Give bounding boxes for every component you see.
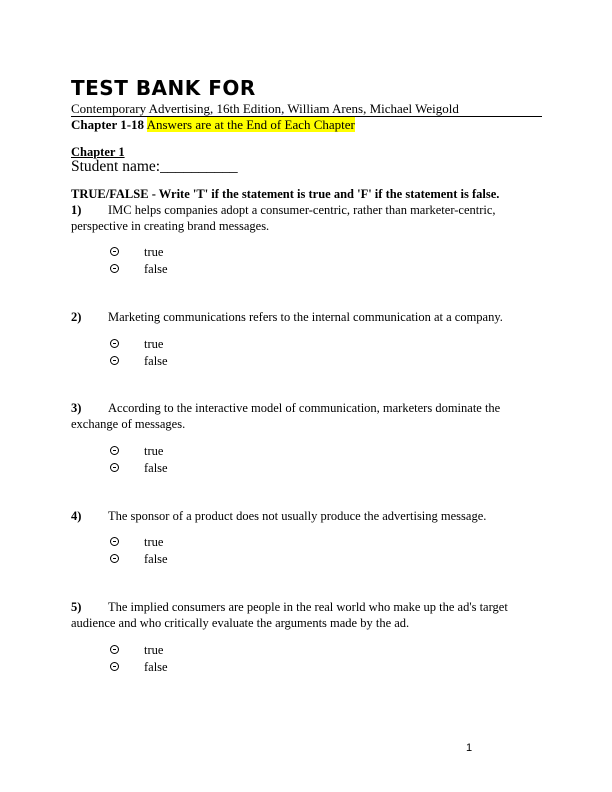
question-number: 2) — [71, 310, 82, 324]
question-text: The implied consumers are people in the real world who make up the ad's target audience and who critically evaluate the arguments made by the ad. — [71, 600, 508, 630]
radio-icon[interactable] — [110, 264, 119, 273]
radio-icon[interactable] — [110, 356, 119, 365]
chapter-range: Chapter 1-18 — [71, 117, 145, 132]
option-label: true — [144, 337, 164, 351]
question-3 — [71, 400, 543, 432]
option-label: false — [144, 262, 168, 276]
question-number: 1) — [71, 203, 82, 217]
question-text: Marketing communications refers to the internal communication at a company. — [108, 310, 503, 324]
option-label: true — [144, 245, 164, 259]
chapter-heading: Chapter 1 — [71, 145, 125, 159]
question-number: 5) — [71, 600, 82, 614]
radio-icon[interactable] — [110, 446, 119, 455]
option-label: false — [144, 461, 168, 475]
option-label: true — [144, 535, 164, 549]
option-label: false — [144, 660, 168, 674]
document-title: TEST BANK FOR — [71, 76, 256, 100]
question-text: According to the interactive model of communication, marketers dominate the exchange of messages. — [71, 401, 501, 431]
radio-icon[interactable] — [110, 339, 119, 348]
question-text: IMC helps companies adopt a consumer-centric, rather than marketer-centric, perspective in creating brand messages. — [71, 203, 496, 233]
book-subtitle: Contemporary Advertising, 16th Edition, William Arens, Michael Weigold — [71, 101, 542, 117]
section-instructions: TRUE/FALSE - Write 'T' if the statement is true and 'F' if the statement is false. — [71, 187, 500, 201]
chapter-range-line — [71, 117, 355, 132]
radio-icon[interactable] — [110, 537, 119, 546]
option-label: false — [144, 552, 168, 566]
answers-note-highlight: Answers are at the End of Each Chapter — [146, 117, 355, 132]
radio-icon[interactable] — [110, 554, 119, 563]
radio-icon[interactable] — [110, 247, 119, 256]
radio-icon[interactable] — [110, 463, 119, 472]
student-name-field: Student name:__________ — [71, 158, 238, 175]
question-1 — [71, 202, 543, 234]
question-text: The sponsor of a product does not usually produce the advertising message. — [108, 509, 487, 523]
question-4 — [71, 508, 543, 524]
question-2 — [71, 309, 543, 325]
option-label: false — [144, 354, 168, 368]
radio-icon[interactable] — [110, 645, 119, 654]
question-5 — [71, 599, 543, 631]
page-number: 1 — [466, 742, 473, 754]
option-label: true — [144, 643, 164, 657]
question-number: 4) — [71, 509, 82, 523]
question-number: 3) — [71, 401, 82, 415]
option-label: true — [144, 444, 164, 458]
radio-icon[interactable] — [110, 662, 119, 671]
